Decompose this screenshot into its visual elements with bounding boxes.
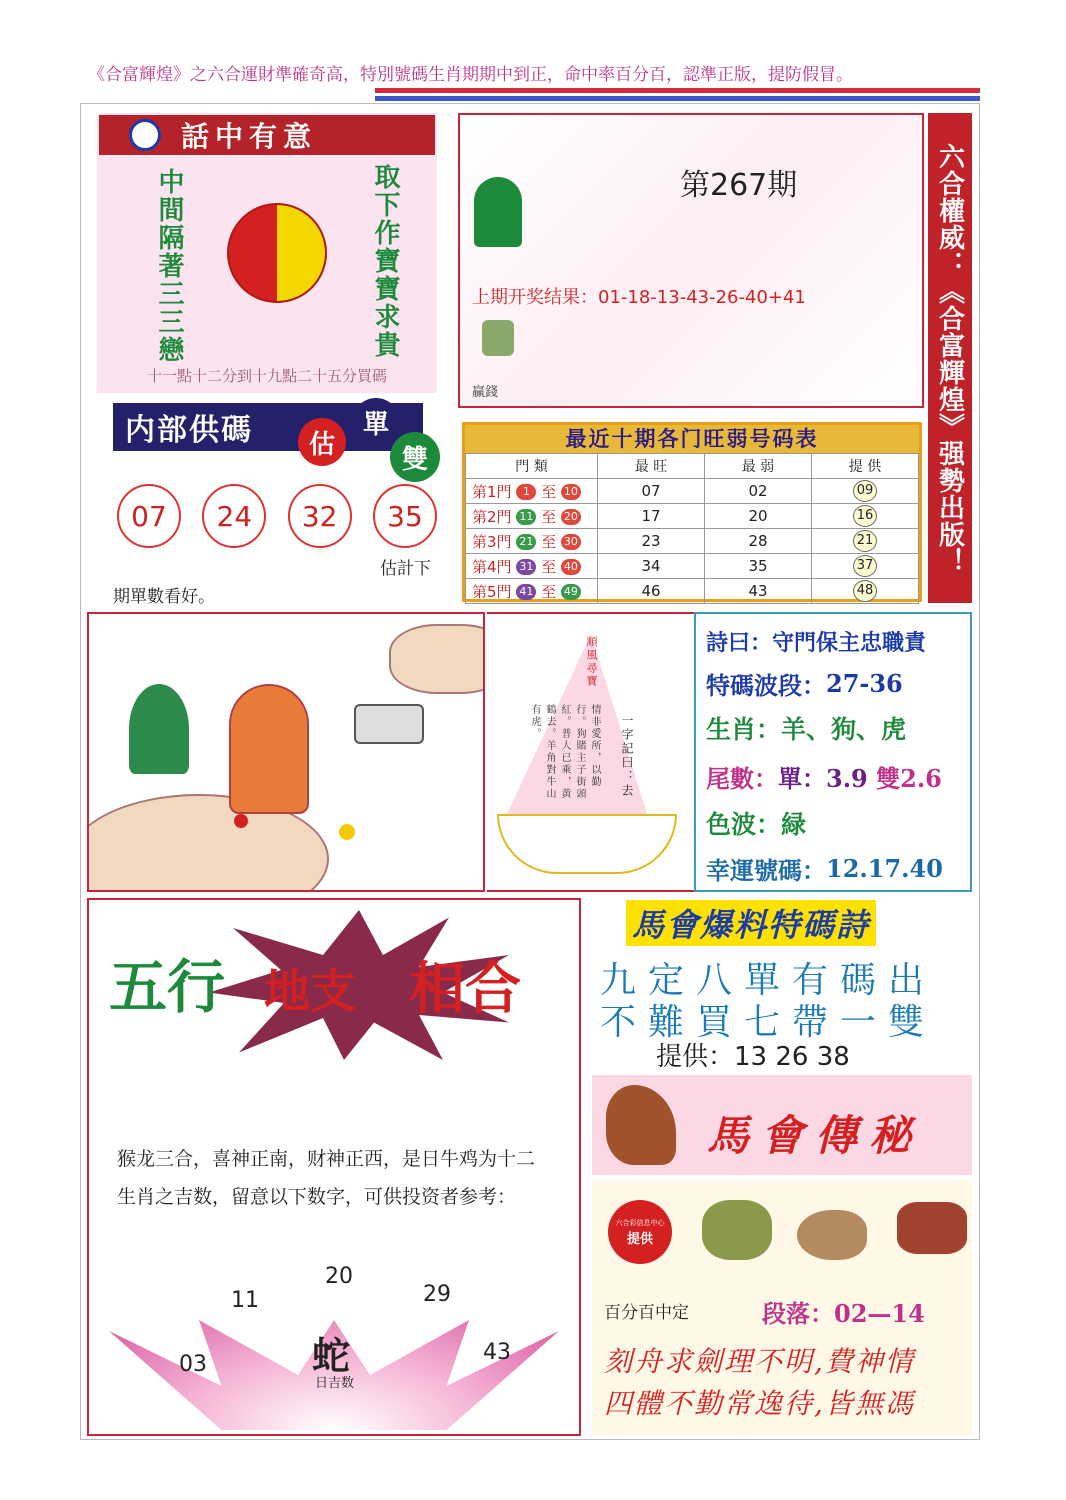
min-cell: 28 — [705, 529, 812, 554]
money-icon — [482, 320, 514, 356]
internal-numbers — [117, 484, 437, 548]
boat-text: 情非愛所，以勤行。狗賭主子街頭紅。普人已乘，黃鶴去。羊角對牛山有虎。 — [529, 704, 600, 800]
door-from: 11 — [516, 509, 536, 525]
wuxing-title-c: 相合 — [409, 956, 521, 1022]
door-to-word: 至 — [536, 557, 561, 576]
table-row — [466, 554, 919, 579]
give-cell — [812, 479, 919, 504]
door-to-word: 至 — [536, 532, 561, 551]
tail-label: 尾數： — [706, 763, 778, 793]
number-ball: 07 — [117, 484, 181, 548]
top-banner: 《合富輝煌》之六合運財準確奇高，特別號碼生肖期期中到正，命中率百分百，認準正版，提防假冒。 — [88, 65, 853, 85]
table-row — [466, 479, 919, 504]
table-header-row — [466, 454, 919, 479]
tail-dan: 單：3.9 — [778, 763, 868, 793]
issue-panel — [458, 113, 924, 408]
rabbit-icon — [797, 1210, 867, 1260]
huazhong-title: 話中有意 — [181, 120, 318, 153]
door-to-word: 至 — [536, 507, 561, 526]
number-ball: 35 — [373, 484, 437, 548]
max-cell: 17 — [598, 504, 705, 529]
give-cell — [812, 529, 919, 554]
zodiac-label: 生肖： — [706, 715, 782, 744]
mahui-provide: 提供：13 26 38 — [656, 1042, 850, 1072]
wuxing-panel — [87, 898, 581, 1436]
door-label: 第1門 — [472, 482, 512, 501]
win-text: 贏錢 — [472, 385, 499, 400]
give-cell — [812, 504, 919, 529]
badge-gu: 估 — [298, 418, 346, 466]
door-to: 20 — [561, 509, 581, 525]
door-to: 10 — [561, 484, 581, 500]
door-to: 30 — [561, 534, 581, 550]
door-from: 21 — [516, 534, 536, 550]
dragon-icon — [702, 1200, 772, 1260]
chuanmi-line-1: 刻舟求劍理不明,費神情 — [604, 1345, 915, 1378]
door-cell — [466, 529, 598, 554]
lucky-value: 12.17.40 — [826, 853, 943, 883]
door-label: 第4門 — [472, 557, 512, 576]
badge-dan: 單 — [352, 398, 400, 446]
segment-text: 段落：02—14 — [762, 1299, 925, 1328]
green-logo-icon — [474, 177, 522, 247]
well-shape — [354, 704, 424, 744]
color-line — [706, 800, 960, 846]
tail-shuang: 雙2.6 — [876, 763, 942, 793]
seal-text: 六合彩信息中心 — [615, 1218, 665, 1227]
table-header: 提 供 — [812, 454, 919, 479]
seal-badge — [608, 1200, 672, 1264]
give-value: 21 — [853, 530, 877, 552]
internal-title: 内部供碼 — [125, 413, 253, 448]
door-cell — [466, 554, 598, 579]
horse-head-icon — [606, 1085, 676, 1165]
banner-rule-red — [375, 88, 980, 93]
huazhong-panel — [97, 113, 437, 393]
door-label: 第2門 — [472, 507, 512, 526]
door-from: 31 — [516, 559, 536, 575]
chuanmi-body — [592, 1180, 972, 1435]
chuanmi-header — [592, 1075, 972, 1175]
wave-label: 特碼波段： — [706, 670, 826, 700]
poem-label: 詩曰： — [706, 629, 773, 656]
max-cell: 46 — [598, 579, 705, 604]
table-header: 最 旺 — [598, 454, 705, 479]
sure-text: 百分百中定 — [604, 1303, 689, 1323]
door-to: 40 — [561, 559, 581, 575]
give-cell — [812, 579, 919, 604]
tail-line — [706, 752, 960, 800]
wave-line — [706, 662, 960, 704]
table-row — [466, 579, 919, 604]
give-cell — [812, 554, 919, 579]
table-header: 門 類 — [466, 454, 598, 479]
chuanmi-line-2: 四體不勤常逸待,皆無馮 — [604, 1387, 915, 1420]
number-ball: 32 — [288, 484, 352, 548]
mahui-line-2: 不難買七帶一雙 — [600, 1002, 937, 1043]
wuxing-text: 猴龙三合，喜神正南，财神正西，是日牛鸡为十二生肖之吉数，留意以下数字，可供投资者参考： — [117, 1148, 536, 1208]
huazhong-header — [99, 115, 435, 155]
last-result-label: 上期开奖结果： — [472, 287, 598, 308]
internal-note-1: 估計下 — [380, 559, 431, 579]
give-value: 37 — [853, 555, 877, 577]
scholar-illustration — [87, 612, 485, 892]
door-label: 第5門 — [472, 582, 512, 601]
door-to-word: 至 — [536, 582, 561, 601]
min-cell: 02 — [705, 479, 812, 504]
lotus-center-sub: 日吉数 — [315, 1376, 355, 1391]
poem-value: 守門保主忠職責 — [772, 629, 927, 656]
door-table-panel — [462, 422, 922, 602]
chuanmi-title: 馬會傳秘 — [707, 1111, 924, 1160]
table-row — [466, 504, 919, 529]
max-cell: 34 — [598, 554, 705, 579]
door-to-word: 至 — [536, 482, 561, 501]
issue-label: 第267期 — [680, 168, 798, 203]
side-banner — [928, 113, 972, 603]
lotus-number: 43 — [483, 1340, 511, 1365]
lotus-number: 20 — [325, 1264, 353, 1289]
red-fruit-icon — [234, 814, 248, 828]
table-row — [466, 529, 919, 554]
lotus-number: 29 — [423, 1282, 451, 1307]
plant-shape — [129, 684, 189, 774]
huazhong-time-note: 十一點十二分到十九點二十五分買碼 — [146, 367, 387, 385]
boat-zi: 一字記曰：去 — [620, 714, 634, 798]
mahui-line-1: 九定八單有碼出 — [600, 960, 937, 1001]
color-label: 色波： — [706, 810, 782, 839]
door-cell — [466, 504, 598, 529]
last-result-value: 01-18-13-43-26-40+41 — [598, 287, 806, 308]
lotus-center-char: 蛇 — [312, 1333, 351, 1378]
wuxing-title-b: 地支 — [264, 964, 356, 1018]
boat-panel — [487, 612, 694, 892]
huazhong-left-column: 中間隔著三三戀 — [154, 168, 184, 364]
door-label: 第3門 — [472, 532, 512, 551]
mahui-title: 馬會爆料特碼詩 — [626, 900, 876, 946]
last-result — [472, 283, 806, 309]
banner-rule-blue — [375, 96, 980, 101]
max-cell: 23 — [598, 529, 705, 554]
zodiac-value: 羊、狗、虎 — [781, 715, 907, 744]
lotus-number: 03 — [179, 1352, 207, 1377]
boat-flag-text: 順風尋寶 — [585, 636, 598, 688]
min-cell: 20 — [705, 504, 812, 529]
seal-sub: 提供 — [626, 1231, 653, 1247]
yin-yang-icon — [227, 203, 327, 303]
number-ball: 24 — [202, 484, 266, 548]
door-to: 49 — [561, 584, 581, 600]
internal-note-2: 期單數看好。 — [113, 587, 215, 607]
color-value: 緑 — [781, 810, 807, 839]
lotus-number: 11 — [231, 1288, 259, 1313]
boat-hull-shape — [497, 814, 677, 874]
table-header: 最 弱 — [705, 454, 812, 479]
door-table — [465, 453, 919, 604]
side-banner-text: 六合權威：《合富輝煌》强勢出版！ — [934, 143, 965, 575]
door-cell — [466, 479, 598, 504]
door-table-title: 最近十期各门旺弱号码表 — [465, 425, 919, 453]
logo-icon — [129, 119, 161, 151]
min-cell: 35 — [705, 554, 812, 579]
zodiac-line — [706, 704, 960, 752]
give-value: 48 — [853, 580, 877, 602]
badge-shuang: 雙 — [390, 432, 440, 482]
lucky-line — [706, 846, 960, 890]
yellow-fruit-icon — [339, 824, 355, 840]
give-value: 16 — [853, 505, 877, 527]
wuxing-title-a: 五行 — [109, 953, 226, 1021]
poem-panel — [694, 612, 972, 892]
poem-line-1 — [706, 620, 960, 662]
give-value: 09 — [853, 480, 877, 502]
scholar-figure — [229, 684, 309, 814]
max-cell: 07 — [598, 479, 705, 504]
wave-value: 27-36 — [826, 668, 903, 698]
door-from: 41 — [516, 584, 536, 600]
min-cell: 43 — [705, 579, 812, 604]
door-from: 1 — [516, 484, 536, 500]
door-cell — [466, 579, 598, 604]
ox-icon — [897, 1202, 967, 1254]
rock-shape — [389, 624, 485, 694]
lucky-label: 幸運號碼： — [706, 855, 826, 885]
huazhong-right-column: 取下作寶寶求貴 — [370, 163, 400, 359]
